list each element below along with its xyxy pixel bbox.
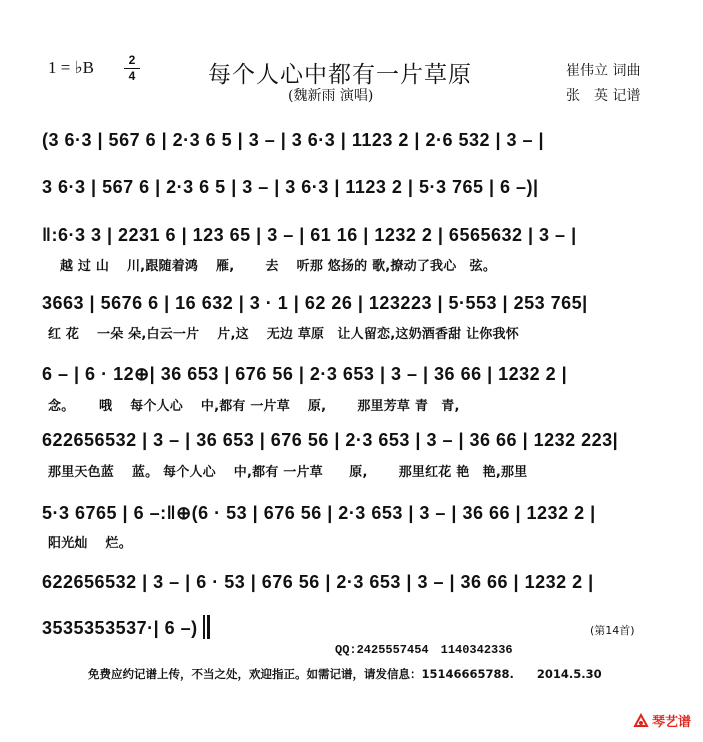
music-logo-icon: [633, 713, 649, 729]
score-line-3: ‖:6·3 3 | 2231 6 | 123 65 | 3 – | 61 16 | 1232 2 | 6565632 | 3 – |: [42, 225, 577, 245]
score-line-2: 3 6·3 | 567 6 | 2·3 6 5 | 3 – | 3 6·3 | 1123 2 | 5·3 765 | 6 –)|: [42, 177, 539, 197]
footer-note: 免费应约记谱上传，不当之处，欢迎指正。如需记谱，请发信息：15146665788. 2014.5.30: [88, 667, 602, 681]
key-signature: 1 = ♭B: [48, 58, 94, 77]
meter-bottom: 4: [128, 69, 136, 83]
score-line-5: 6 – | 6 · 12⊕| 36 653 | 676 56 | 2·3 653 | 3 – | 36 66 | 1232 2 |: [42, 364, 568, 384]
transcriber: 张 英 记谱: [566, 88, 641, 104]
brand-logo[interactable]: [633, 711, 691, 730]
song-index: (第14首): [590, 624, 635, 637]
lyrics-line-4: 红 花 一朵 朵,白云一片 片,这 无边 草原 让人留恋,这奶酒香甜 让你我怀: [48, 327, 519, 342]
lyricist-composer: 崔伟立 词曲: [566, 63, 641, 79]
lyrics-line-6: 那里天色蓝 蓝。 每个人心 中,都有 一片草 原, 那里红花 艳 艳,那里: [48, 465, 528, 480]
time-signature: [124, 54, 140, 83]
score-line-8: 622656532 | 3 – | 6 · 53 | 676 56 | 2·3 653 | 3 – | 36 66 | 1232 2 |: [42, 572, 594, 592]
singer-credit: (魏新雨 演唱): [288, 88, 374, 104]
lyrics-line-5: 念。 哦 每个人心 中,都有 一片草 原, 那里芳草 青 青,: [48, 399, 460, 414]
lyrics-line-7: 阳光灿 烂。: [48, 536, 132, 551]
brand-name: 琴艺谱: [651, 715, 691, 730]
score-line-1: (3 6·3 | 567 6 | 2·3 6 5 | 3 – | 3 6·3 | 1123 2 | 2·6 532 | 3 – |: [42, 130, 545, 150]
score-line-4: 3663 | 5676 6 | 16 632 | 3 · 1 | 62 26 | 123223 | 5·553 | 253 765|: [42, 293, 588, 313]
score-line-6: 622656532 | 3 – | 36 653 | 676 56 | 2·3 653 | 3 – | 36 66 | 1232 223|: [42, 430, 619, 450]
score-line-9: 3535353537·| 6 –): [42, 618, 198, 638]
lyrics-line-3: 越 过 山 川,跟随着鸿 雁, 去 听那 悠扬的 歌,撩动了我心 弦。: [60, 259, 497, 274]
qq-contact: QQ:2425557454 1140342336: [335, 643, 513, 657]
meter-top: 2: [128, 53, 136, 67]
score-line-7: 5·3 6765 | 6 –:‖⊕(6 · 53 | 676 56 | 2·3 653 | 3 – | 36 66 | 1232 2 |: [42, 503, 596, 523]
song-title: 每个人心中都有一片草原: [208, 62, 472, 88]
